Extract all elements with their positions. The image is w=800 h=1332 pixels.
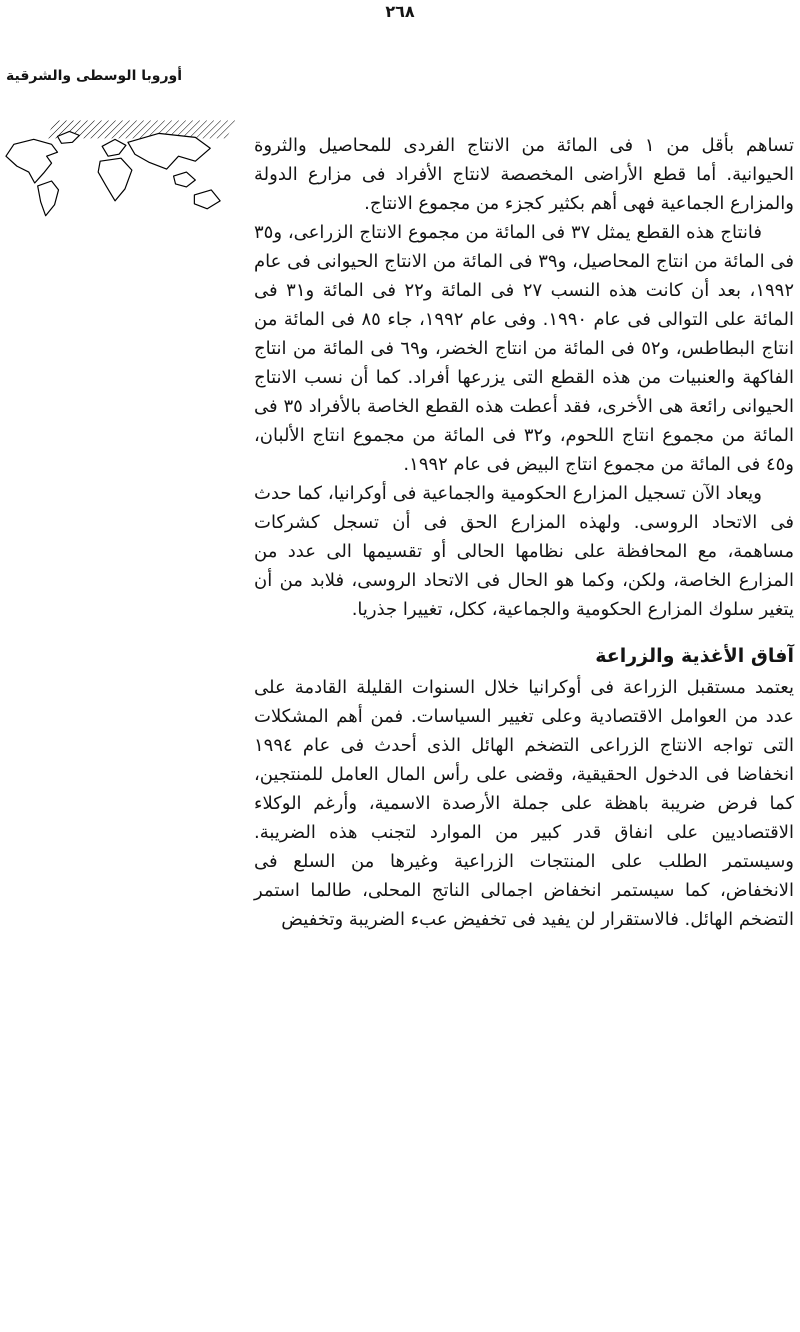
body-text-column xyxy=(254,131,794,934)
paragraph-3: ويعاد الآن تسجيل المزارع الحكومية والجماعية فى أوكرانيا، كما حدث فى الاتحاد الروسى. ولهذه المزارع الحق فى أن تسجل كشركات مساهمة، مع المحافظة على نظامها الحالى أو تقسيمها الى عدد من المزارع الخاصة، ولكن، وكما هو الحال فى الاتحاد الروسى، فلابد من أن يتغير سلوك المزارع الحكومية والجماعية، ككل، تغييرا جذريا. xyxy=(254,483,794,620)
region-header-label: أوروبا الوسطى والشرقية xyxy=(6,68,183,84)
page-number: ٢٦٨ xyxy=(385,2,415,21)
paragraph-2: فانتاج هذه القطع يمثل ٣٧ فى المائة من مجموع الانتاج الزراعى، و٣٥ فى المائة من انتاج المحاصيل، و٣٩ فى المائة من الانتاج الحيوانى فى عام ١٩٩٢، بعد أن كانت هذه النسب ٢٧ فى المائة و٢٢ فى المائة و٣١ فى المائة على التوالى فى عام ١٩٩٠. وفى عام ١٩٩٢، جاء ٨٥ فى المائة من انتاج البطاطس، و٥٢ فى المائة من انتاج الخضر، و٦٩ فى المائة من انتاج الفاكهة والعنبيات من هذه القطع التى يزرعها أفراد. كما أن نسب الانتاج الحيوانى رائعة هى الأخرى، فقد أعطت هذه القطع الخاصة بالأفراد ٣٥ فى المائة من مجموع انتاج اللحوم، و٣٢ فى المائة من مجموع انتاج الألبان، و٤٥ فى المائة من مجموع انتاج البيض فى عام ١٩٩٢. xyxy=(254,222,795,475)
section-heading: آفاق الأغذية والزراعة xyxy=(595,645,794,667)
paragraph-4: يعتمد مستقبل الزراعة فى أوكرانيا خلال السنوات القليلة القادمة على عدد من العوامل الاقتصادية وعلى تغيير السياسات. فمن أهم المشكلات التى تواجه الانتاج الزراعى التضخم الهائل الذى أحدث فى عام ١٩٩٤ انخفاضا فى الدخول الحقيقية، وقضى على رأس المال العامل للمنتجين، كما فرض ضريبة باهظة على جملة الأرصدة الاسمية، وأرغم الوكلاء الاقتصاديين على انفاق قدر كبير من الموارد لتجنب هذه الضريبة. وسيستمر الطلب على المنتجات الزراعية وغيرها من السلع فى الانخفاض، كما سيستمر انخفاض اجمالى الناتج المحلى، طالما استمر التضخم الهائل. فالاستقرار لن يفيد فى تخفيض عبء الضريبة وتخفيض xyxy=(254,677,794,930)
paragraph-1: تساهم بأقل من ١ فى المائة من الانتاج الفردى للمحاصيل والثروة الحيوانية. أما قطع الأراضى المخصصة لانتاج الأفراد فى مزارع الدولة والمزارع الجماعية فهى أهم بكثير كجزء من مجموع الانتاج. xyxy=(254,135,794,214)
world-map-icon xyxy=(0,116,238,246)
